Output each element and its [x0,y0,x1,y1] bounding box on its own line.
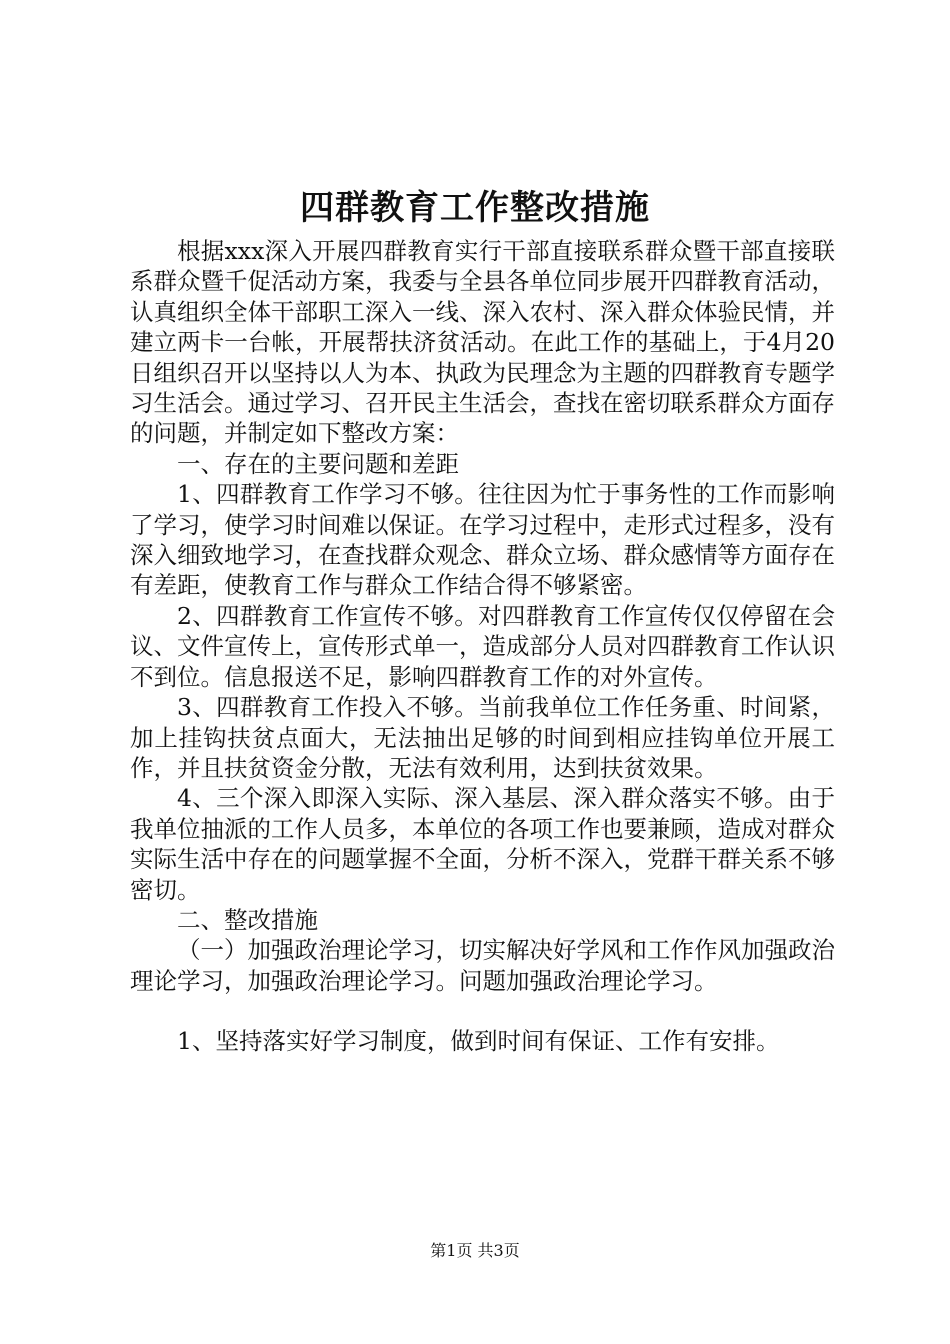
measure-subheading-1: （一）加强政治理论学习，切实解决好学风和工作作风加强政治理论学习，加强政治理论学习。问题加强政治理论学习。 [130,936,835,995]
problem-item-4: 4、三个深入即深入实际、深入基层、深入群众落实不够。由于我单位抽派的工作人员多，本单位的各项工作也要兼顾，造成对群众实际生活中存在的问题掌握不全面，分析不深入，党群干群关系不够密切。 [130,784,835,904]
problem-item-2: 2、四群教育工作宣传不够。对四群教育工作宣传仅仅停留在会议、文件宣传上，宣传形式单一，造成部分人员对四群教育工作认识不到位。信息报送不足，影响四群教育工作的对外宣传。 [130,601,835,691]
measure-item-1: 1、坚持落实好学习制度，做到时间有保证、工作有安排。 [177,1027,780,1056]
intro-paragraph: 根据xxx深入开展四群教育实行干部直接联系群众暨干部直接联系群众暨千促活动方案，我委与全县各单位同步展开四群教育活动，认真组织全体干部职工深入一线、深入农村、深入群众体验民情，并建立两卡一台帐，开展帮扶济贫活动。在此工作的基础上，于4月20日组织召开以坚持以人为本、执政为民理念为主题的四群教育专题学习生活会。通过学习、召开民主生活会，查找在密切联系群众方面存的问题，并制定如下整改方案： [130,237,835,448]
section-heading-problems: 一、存在的主要问题和差距 [177,449,459,478]
section-heading-measures: 二、整改措施 [177,905,318,934]
document-title: 四群教育工作整改措施 [300,188,650,228]
problem-item-3: 3、四群教育工作投入不够。当前我单位工作任务重、时间紧，加上挂钩扶贫点面大，无法抽出足够的时间到相应挂钩单位开展工作，并且扶贫资金分散，无法有效利用，达到扶贫效果。 [130,693,835,782]
problem-item-1: 1、四群教育工作学习不够。往往因为忙于事务性的工作而影响了学习，使学习时间难以保证。在学习过程中，走形式过程多，没有深入细致地学习，在查找群众观念、群众立场、群众感情等方面存在有差距，使教育工作与群众工作结合得不够紧密。 [130,480,835,600]
document-body [130,236,835,1057]
page-footer: 第1页 共3页 [430,1241,520,1260]
